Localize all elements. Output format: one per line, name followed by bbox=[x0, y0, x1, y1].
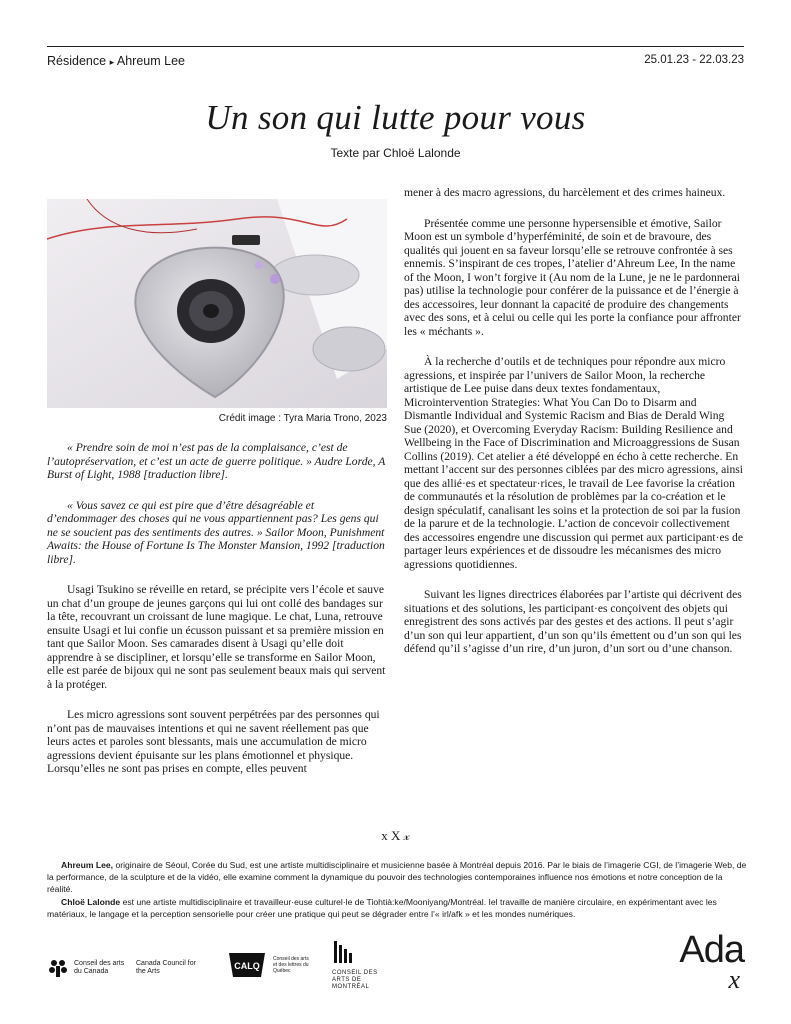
page-title: Un son qui lutte pour vous bbox=[205, 98, 586, 137]
calq-label: CALQ bbox=[234, 961, 260, 971]
bio-name: Ahreum Lee, bbox=[61, 860, 114, 870]
bio-text: est une artiste multidisciplinaire et travailleur·euse culturel·le de Tiohtià:ke/Mooniyang/Montréal. Iel travaille de manière circulaire, en expérimentant avec les matériaux, le langage et la perception sensorielle pour créer une pratique qui peut se dégrader entre l’« irl/afk » et les mondes numériques. bbox=[47, 897, 717, 919]
section-separator: x X 𝓍 bbox=[381, 828, 410, 843]
epigraph-lorde: « Prendre soin de moi n’est pas de la complaisance, c’est de l’autopréservation, et c’est un acte de guerre politique. » Audre Lorde, A Burst of Light, 1988 [traduction libre]. bbox=[47, 441, 386, 481]
paragraph-research: À la recherche d’outils et de techniques pour répondre aux micro agressions, et inspirée par l’univers de Sailor Moon, la recherche artistique de Lee puise dans deux textes fondamentaux, Microintervention Strategies: What You Can Do to Disarm and Dismantle Individual and Systemic Racism and Bias de Derald Wing Sue (2020), et Overcoming Everyday Racism: Building Resilience and Wellbeing in the Face of Discrimination and Microaggressions de Susan Collins (2019). Cet atelier a été développé en écho à cette recherche. En mettant l’accent sur des personnes ciblées par des micro agressions, ainsi que des allié·es et spectateur·rices, le travail de Lee favorise la création de communautés et la résolution de problèmes par la co-création et le design spéculatif, canalisant les soins et la protection de soi par la fusion de la parure et de la technologie. L’action de concevoir collectivement des accessoires engendre une discussion qui permet aux participant·es de partager leurs expériences et de dissoudre les mécanismes des micro agressions quotidiennes. bbox=[404, 355, 744, 571]
cam-logo bbox=[332, 939, 384, 991]
calq-logo bbox=[225, 949, 313, 981]
bio-chloe-lalonde bbox=[47, 896, 747, 920]
header-rule bbox=[47, 46, 744, 47]
residence-dates: 25.01.23 - 22.03.23 bbox=[644, 54, 744, 66]
image-credit: Crédit image : Tyra Maria Trono, 2023 bbox=[218, 413, 387, 424]
byline: Texte par Chloë Lalonde bbox=[330, 146, 461, 160]
canada-council-en: Canada Council for the Arts bbox=[136, 960, 196, 975]
breadcrumb-artist: Ahreum Lee bbox=[116, 54, 185, 68]
bio-text: originaire de Séoul, Corée du Sud, est une artiste multidisciplinaire et musicienne basée à Montréal depuis 2016. Par le biais de l’imagerie CGI, de l’imagerie Web, de la performance, de la sculpture et de la vidéo, elle examine comment la dynamique du pouvoir des technologies contemporaines influence nos émotions et notre conception de la réalité. bbox=[47, 860, 747, 894]
ada-wordmark: Ada bbox=[679, 929, 744, 971]
cam-icon bbox=[332, 939, 354, 965]
canada-council-fr: Conseil des arts du Canada bbox=[74, 960, 125, 975]
canada-council-logo bbox=[47, 957, 196, 979]
bios bbox=[47, 859, 747, 921]
paragraph-sailor-moon-symbol: Présentée comme une personne hypersensible et émotive, Sailor Moon est un symbole d’hyperféminité, de soin et de bravoure, des qualités qui jouent en sa faveur lorsqu’elle se retrouve confrontée à ses ennemis. S’inspirant de ces tropes, l’atelier d’Ahreum Lee, In the name of the Moon, I won’t forgive it (Au nom de la Lune, je ne le pardonnerai pas) utilise la technologie pour conférer de la puissance et de l’énergie à des accessoires, leur donnant la capacité de produire des changements avec des sons, et à celui ou celle qui les porte la confiance pour affronter les « méchants ». bbox=[404, 216, 741, 338]
bio-ahreum-lee bbox=[47, 859, 747, 895]
right-column bbox=[404, 186, 744, 673]
breadcrumb-arrow-icon: ▸ bbox=[109, 57, 115, 67]
bio-name: Chloë Lalonde bbox=[61, 897, 121, 907]
calq-icon bbox=[225, 949, 269, 981]
paragraph-usagi: Usagi Tsukino se réveille en retard, se précipite vers l’école et sauve un chat d’un groupe de jeunes garçons qui lui ont collé des bandages sur la tête, recouvrant un croissant de lune magique. Le chat, Luna, retrouve ensuite Usagi et lui confie un écusson puissant et sa première mission en tant que Sailor Moon. Ses camarades disent à Usagi qu’elle doit apprendre à se discipliner, et lorsqu’elle se transforme en Sailor Moon, elle est parée de bijoux qui ne sont pas seulement beaux mais qui servent à la protéger. bbox=[47, 583, 386, 691]
paragraph-guidelines: Suivant les lignes directrices élaborées par l’artiste qui décrivent des situations et des solutions, les participant·es conçoivent des objets qui enregistrent des sons activés par des gestes et des actions. Il peut s’agir d’un son qui leur appartient, d’un son qu’ils émettent ou d’un son qui les défend qu’il s’agisse d’un rire, d’un juron, d’un sort ou d’une chanson. bbox=[404, 588, 742, 655]
ada-x-mark: x bbox=[728, 965, 740, 994]
cam-label: CONSEIL DES ARTS DE MONTRÉAL bbox=[332, 970, 378, 990]
epigraph-sailor-moon: « Vous savez ce qui est pire que d’être désagréable et d’endommager des choses qui ne vous appartiennent pas? Les gens qui ne se soucient pas des sentiments des autres. » Sailor Moon, Punishment Awaits: the House of Fortune Is The Monster Mansion, 1992 [traduction libre]. bbox=[47, 498, 385, 566]
artwork-photo bbox=[47, 199, 387, 408]
breadcrumb bbox=[47, 54, 185, 68]
canada-council-icon bbox=[47, 957, 69, 979]
funder-logos bbox=[47, 929, 744, 1015]
ada-x-logo bbox=[664, 929, 744, 994]
artwork-photo-illustration bbox=[47, 199, 387, 408]
breadcrumb-section: Résidence bbox=[47, 54, 107, 68]
paragraph-microaggressions: Les micro agressions sont souvent perpétrées par des personnes qui n’ont pas de mauvaises intentions et qui ne savent réellement pas que leurs actes et paroles sont blessants, mais une accumulation de micro agressions devient épuisante sur les plans émotionnel et physique. Lorsqu’elles ne sont pas prises en compte, elles peuvent bbox=[47, 708, 380, 775]
calq-subtitle: Conseil des arts et des lettres du Québec bbox=[273, 956, 309, 974]
paragraph-continued: mener à des macro agressions, du harcèlement et des crimes haineux. bbox=[404, 186, 726, 199]
left-column bbox=[47, 441, 387, 793]
